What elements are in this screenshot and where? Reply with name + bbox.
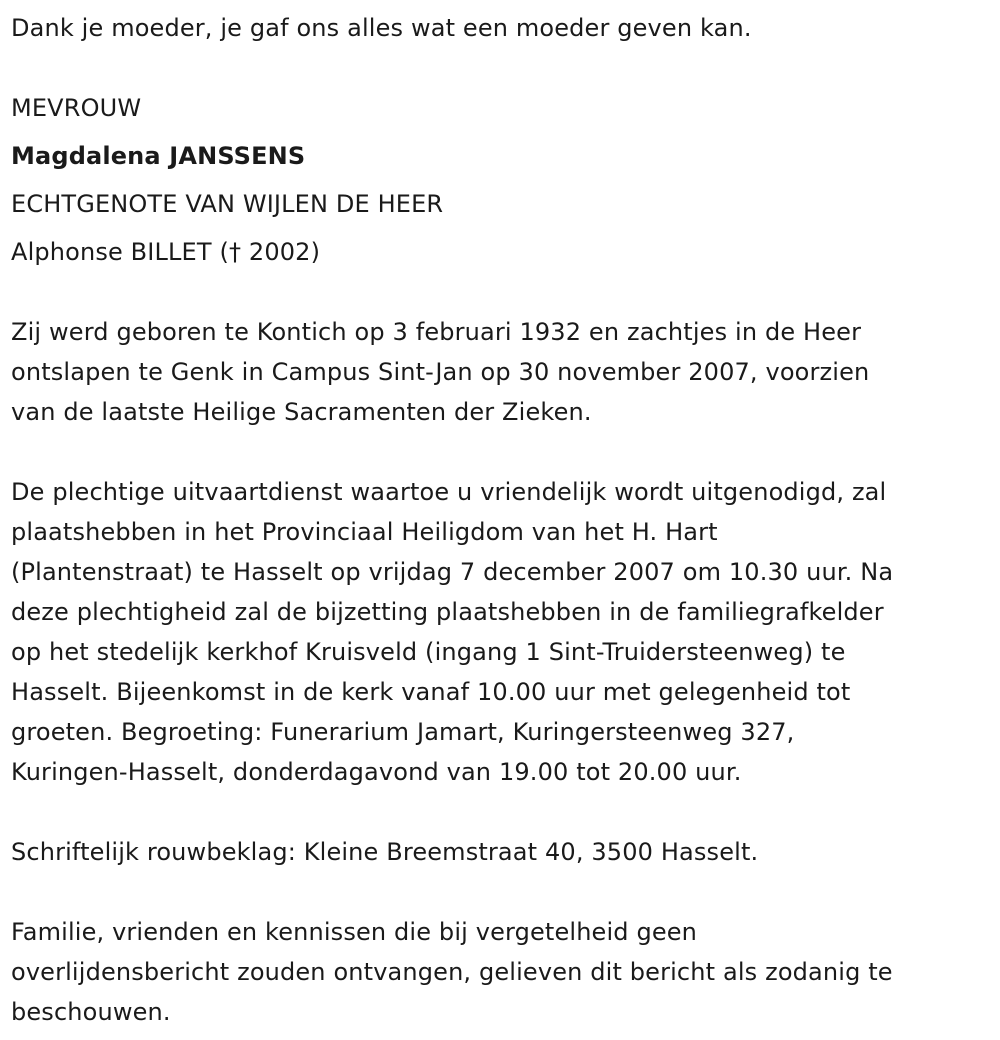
cross-icon: † [228, 238, 242, 266]
paragraph-line: Zij werd geboren te Kontich op 3 februari 1932 en zachtjes in de Heer [11, 318, 862, 346]
spouse-name: Alphonse BILLET ( [11, 238, 229, 266]
paragraph-line: Kuringen-Hasselt, donderdagavond van 19.00 tot 20.00 uur. [11, 758, 742, 786]
paragraph-line: groeten. Begroeting: Funerarium Jamart, Kuringersteenweg 327, [11, 718, 795, 746]
spouse-line [11, 232, 991, 272]
deceased-name: Magdalena JANSSENS [11, 142, 306, 170]
paragraph-line: overlijdensbericht zouden ontvangen, gelieven dit bericht als zodanig te [11, 958, 893, 986]
paragraph-line: beschouwen. [11, 998, 171, 1026]
paragraph-line: De plechtige uitvaartdienst waartoe u vriendelijk wordt uitgenodigd, zal [11, 478, 887, 506]
spacer [11, 792, 991, 832]
paragraph-line: op het stedelijk kerkhof Kruisveld (ingang 1 Sint-Truidersteenweg) te [11, 638, 846, 666]
closing-paragraph [11, 912, 991, 1032]
paragraph-line: plaatshebben in het Provinciaal Heiligdom van het H. Hart [11, 518, 718, 546]
spacer [11, 128, 991, 136]
birth-paragraph [11, 312, 991, 432]
spacer [11, 176, 991, 184]
paragraph-line: Hasselt. Bijeenkomst in de kerk vanaf 10.00 uur met gelegenheid tot [11, 678, 851, 706]
paragraph-line: van de laatste Heilige Sacramenten der Zieken. [11, 398, 592, 426]
spacer [11, 224, 991, 232]
intro-line: Dank je moeder, je gaf ons alles wat een moeder geven kan. [11, 14, 752, 42]
paragraph-line: deze plechtigheid zal de bijzetting plaatshebben in de familiegrafkelder [11, 598, 884, 626]
funeral-paragraph [11, 472, 991, 792]
paragraph-line: Familie, vrienden en kennissen die bij vergetelheid geen [11, 918, 698, 946]
spouse-death-year: 2002) [241, 238, 321, 266]
title-prefix: MEVROUW [11, 94, 142, 122]
spacer [11, 48, 991, 88]
spacer [11, 872, 991, 912]
relation-line: ECHTGENOTE VAN WIJLEN DE HEER [11, 190, 444, 218]
spacer [11, 432, 991, 472]
obituary-document [11, 8, 991, 1032]
condolences-line: Schriftelijk rouwbeklag: Kleine Breemstraat 40, 3500 Hasselt. [11, 838, 759, 866]
spacer [11, 272, 991, 312]
paragraph-line: ontslapen te Genk in Campus Sint-Jan op 30 november 2007, voorzien [11, 358, 870, 386]
paragraph-line: (Plantenstraat) te Hasselt op vrijdag 7 december 2007 om 10.30 uur. Na [11, 558, 894, 586]
